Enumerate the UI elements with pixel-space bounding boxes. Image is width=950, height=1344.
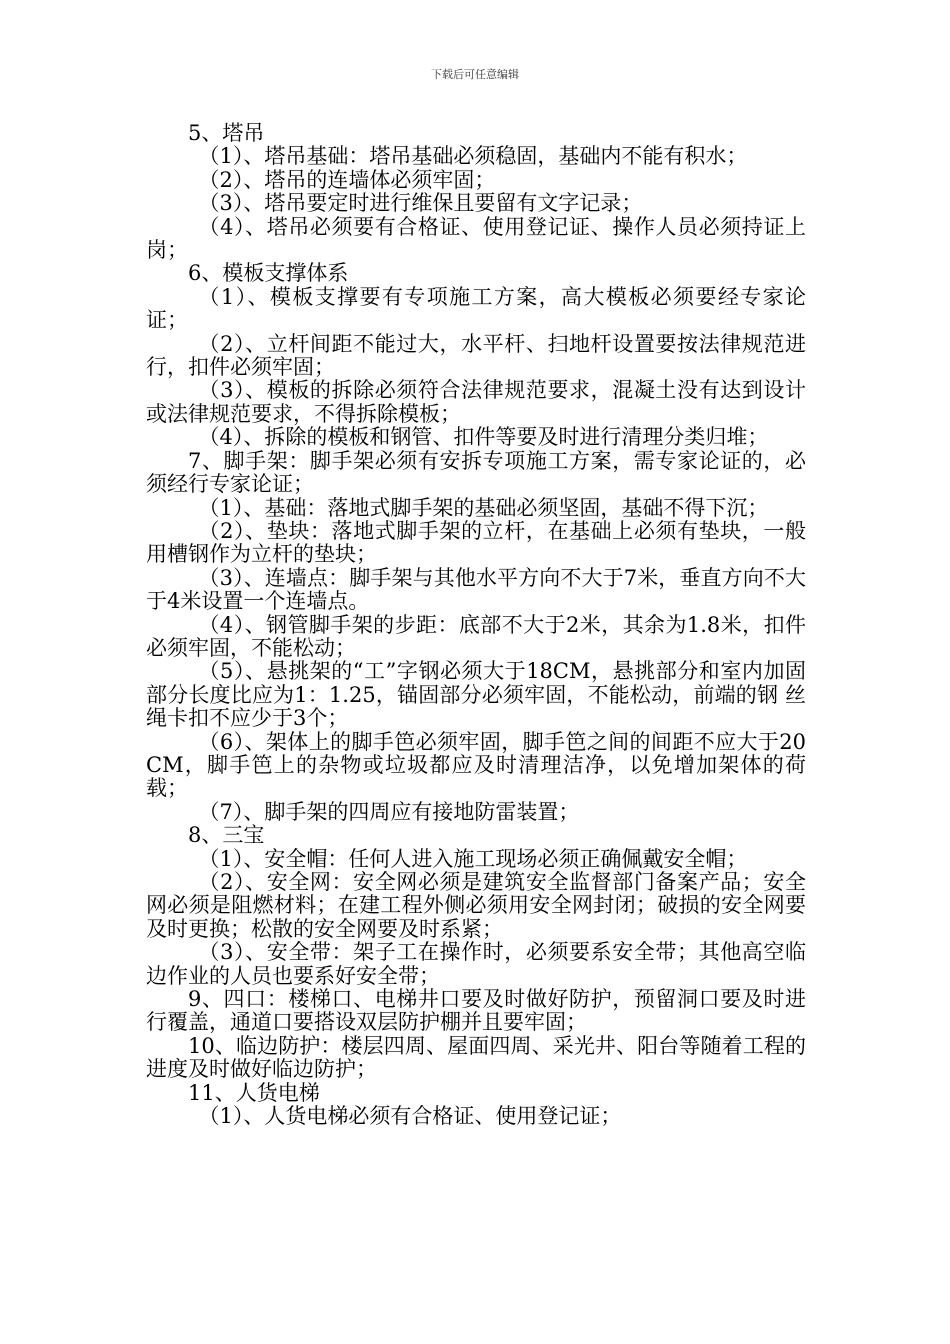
section-paragraph: 6、模板支撑体系 [188,261,349,286]
sub-item-paragraph: （5）、悬挑架的“工”字钢必须大于18CM，悬挑部分和室内加固部分长度比应为1：1.25，锚固部分必须牢固，不能松动，前端的钢 丝绳卡扣不应少于3个； [146,659,806,731]
sub-item-paragraph: （2）、立杆间距不能过大，水平杆、扫地杆设置要按法律规范进行，扣件必须牢固； [146,331,806,380]
section-paragraph: 9、四口：楼梯口、电梯井口要及时做好防护，预留洞口要及时进行覆盖，通道口要搭设双层防护棚并且要牢固； [146,987,806,1035]
sub-item-paragraph: （3）、安全带：架子工在操作时，必须要系安全带；其他高空临边作业的人员也要系好安全带； [146,940,806,988]
sub-item-paragraph: （1）、安全帽：任何人进入施工现场必须正确佩戴安全帽； [198,846,748,871]
section-paragraph: 10、临边防护：楼层四周、屋面四周、采光井、阳台等随着工程的进度及时做好临边防护； [146,1033,806,1082]
sub-item-paragraph: （4）、拆除的模板和钢管、扣件等要及时进行清理分类归堆； [198,425,769,450]
sub-item-paragraph: （2）、安全网：安全网必须是建筑安全监督部门备案产品；安全网必须是阻燃材料；在建工程外侧必须用安全网封闭；破损的安全网要及时更换；松散的安全网要及时系紧； [146,870,806,941]
sub-item-paragraph: （4）、塔吊必须要有合格证、使用登记证、操作人员必须持证上岗； [146,214,806,263]
document-body [146,122,806,1128]
sub-item-paragraph: （1）、人货电梯必须有合格证、使用登记证； [198,1104,622,1129]
sub-item-paragraph: （4）、钢管脚手架的步距：底部不大于2米，其余为1.8米，扣件必须牢固，不能松动； [146,612,806,660]
sub-item-paragraph: （7）、脚手架的四周应有接地防雷装置； [198,799,580,824]
sub-item-paragraph: （2）、塔吊的连墙体必须牢固； [198,167,496,192]
sub-item-paragraph: （3）、塔吊要定时进行维保且要留有文字记录； [198,191,643,216]
sub-item-paragraph: （3）、模板的拆除必须符合法律规范要求，混凝土没有达到设计或法律规范要求，不得拆除模板； [146,378,806,426]
sub-item-paragraph: （1）、塔吊基础：塔吊基础必须稳固，基础内不能有积水； [198,144,748,169]
section-paragraph: 5、塔吊 [188,121,265,145]
section-paragraph: 11、人货电梯 [188,1080,320,1105]
sub-item-paragraph: （1）、模板支撑要有专项施工方案，高大模板必须要经专家论证； [146,284,806,333]
sub-item-paragraph: （2）、垫块：落地式脚手架的立杆，在基础上必须有垫块，一般用槽钢作为立杆的垫块； [146,518,806,567]
sub-item-paragraph: （3）、连墙点：脚手架与其他水平方向不大于7米，垂直方向不大于4米设置一个连墙点。 [146,565,806,614]
page-header-note: 下载后可任意编辑 [431,68,519,81]
sub-item-paragraph: （6）、架体上的脚手笆必须牢固，脚手笆之间的间距不应大于20CM，脚手笆上的杂物或垃圾都应及时清理洁净，以免增加架体的荷载； [146,729,806,801]
section-paragraph: 8、三宝 [188,823,265,848]
sub-item-paragraph: （1）、基础：落地式脚手架的基础必须坚固，基础不得下沉； [198,495,769,520]
section-paragraph: 7、脚手架：脚手架必须有安拆专项施工方案，需专家论证的，必须经行专家论证； [146,448,806,497]
